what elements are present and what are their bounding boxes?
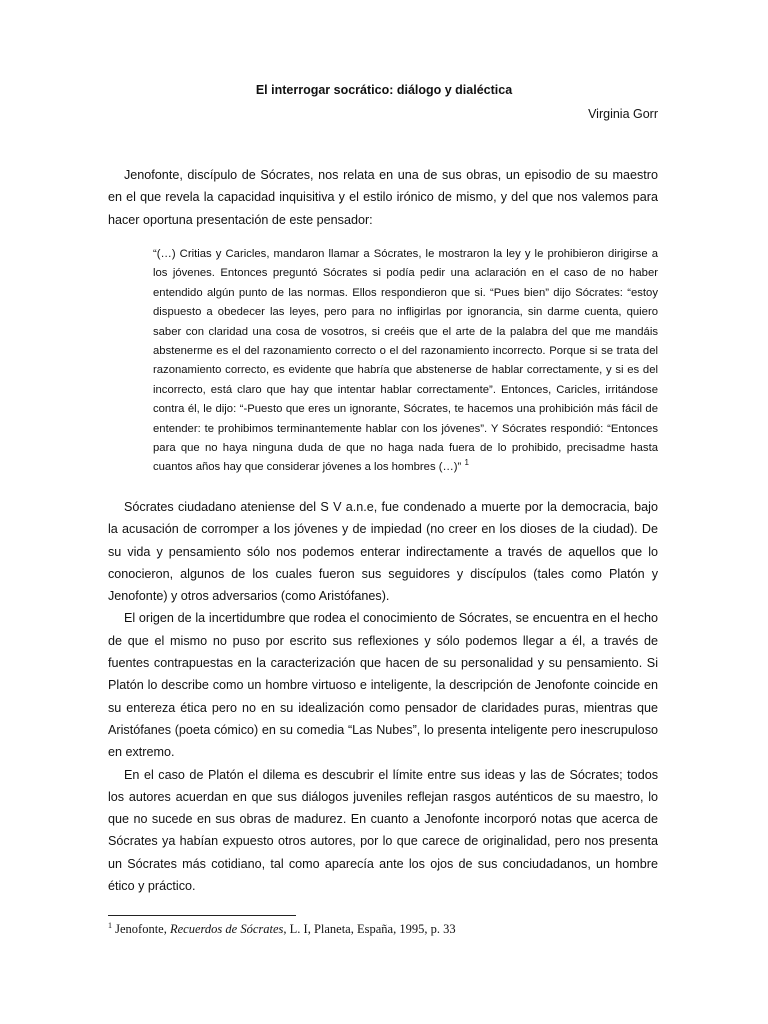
body-paragraph-2: El origen de la incertidumbre que rodea el conocimiento de Sócrates, se encuentra en el hecho de que el mismo no puso por escrito sus reflexiones y sólo podemos llegar a él, a través de fuentes contrapuestas en la caracterización que hacen de su personalidad y su pensamiento. Si Platón lo describe como un hombre virtuoso e inteligente, la descripción de Jenofonte coincide en su entereza ética pero no en su idealización como pensador de claridades puras, mientras que Aristófanes (poeta cómico) en su comedia “Las Nubes”, lo presenta inteligente pero inescrupuloso en extremo. bbox=[108, 611, 658, 760]
footnote-prefix: Jenofonte, bbox=[115, 922, 167, 936]
quote-paragraph bbox=[153, 245, 658, 478]
intro-text: Jenofonte, discípulo de Sócrates, nos relata en una de sus obras, un episodio de su maestro en el que revela la capacidad inquisitiva y el estilo irónico de mismo, y del que nos valemos para hacer oportuna presentación de este pensador: bbox=[108, 168, 658, 227]
footnote-number: 1 bbox=[108, 920, 112, 930]
footnote-ref[interactable]: 1 bbox=[464, 458, 469, 468]
body-paragraph-3: En el caso de Platón el dilema es descubrir el límite entre sus ideas y las de Sócrates; todos los autores acuerdan en que sus diálogos juveniles reflejan rasgos auténticos de su maestro, lo que no sucede en sus obras de madurez. En cuanto a Jenofonte incorporó notas que acerca de Sócrates ya habían expuesto otros autores, por lo que carece de originalidad, pero nos presenta un Sócrates más cotidiano, tal como aparecía ante los ojos de sus conciudadanos, un hombre ético y práctico. bbox=[108, 767, 658, 894]
document-title: El interrogar socrático: diálogo y dialéctica bbox=[255, 83, 513, 97]
author-name: Virginia Gorr bbox=[588, 107, 658, 121]
intro-paragraph bbox=[108, 164, 658, 231]
footnote-suffix: , L. I, Planeta, España, 1995, p. 33 bbox=[283, 922, 456, 936]
footnote bbox=[108, 920, 658, 938]
main-body bbox=[108, 496, 658, 897]
block-quote bbox=[153, 245, 658, 478]
body-paragraph-1: Sócrates ciudadano ateniense del S V a.n.e, fue condenado a muerte por la democracia, bajo la acusación de corromper a los jóvenes y de impiedad (no creer en los dioses de la ciudad). De su vida y pensamiento sólo nos podemos enterar indirectamente a través de aquellos que lo conocieron, algunos de los cuales fueron sus seguidores y discípulos (tales como Platón y Jenofonte) y otros adversarios (como Aristófanes). bbox=[108, 500, 658, 604]
footnote-book-title: Recuerdos de Sócrates bbox=[169, 922, 284, 936]
quote-text: “(…) Critias y Caricles, mandaron llamar a Sócrates, le mostraron la ley y le prohibieron dirigirse a los jóvenes. Entonces preguntó Sócrates si podía pedir una aclaración en el caso de no haber entendido algún punto de las normas. Ellos respondieron que si. “Pues bien” dijo Sócrates: “estoy dispuesto a obedecer las leyes, pero para no infligirlas por ignorancia, sin darme cuenta, quiero saber con claridad una cosa de vosotros, si creéis que el arte de la palabra del que me mandáis abstenerme es el del razonamiento correcto o el del razonamiento incorrecto. Porque si se trata del razonamiento correcto, es evidente que habría que abstenerse de hablar correctamente, y si es del incorrecto, está claro que hay que intentar hablar correctamente”. Entonces, Caricles, irritándose contra él, le dijo: “-Puesto que eres un ignorante, Sócrates, te hacemos una prohibición más fácil de entender: te prohibimos terminantemente hablar con los jóvenes”. Y Sócrates respondió: “Entonces para que no haya ninguna duda de que no haga nada fuera de lo prohibido, precisadme hasta cuantos años hay que considerar jóvenes a los hombres (…)” bbox=[153, 248, 658, 474]
footnote-divider bbox=[108, 915, 296, 916]
